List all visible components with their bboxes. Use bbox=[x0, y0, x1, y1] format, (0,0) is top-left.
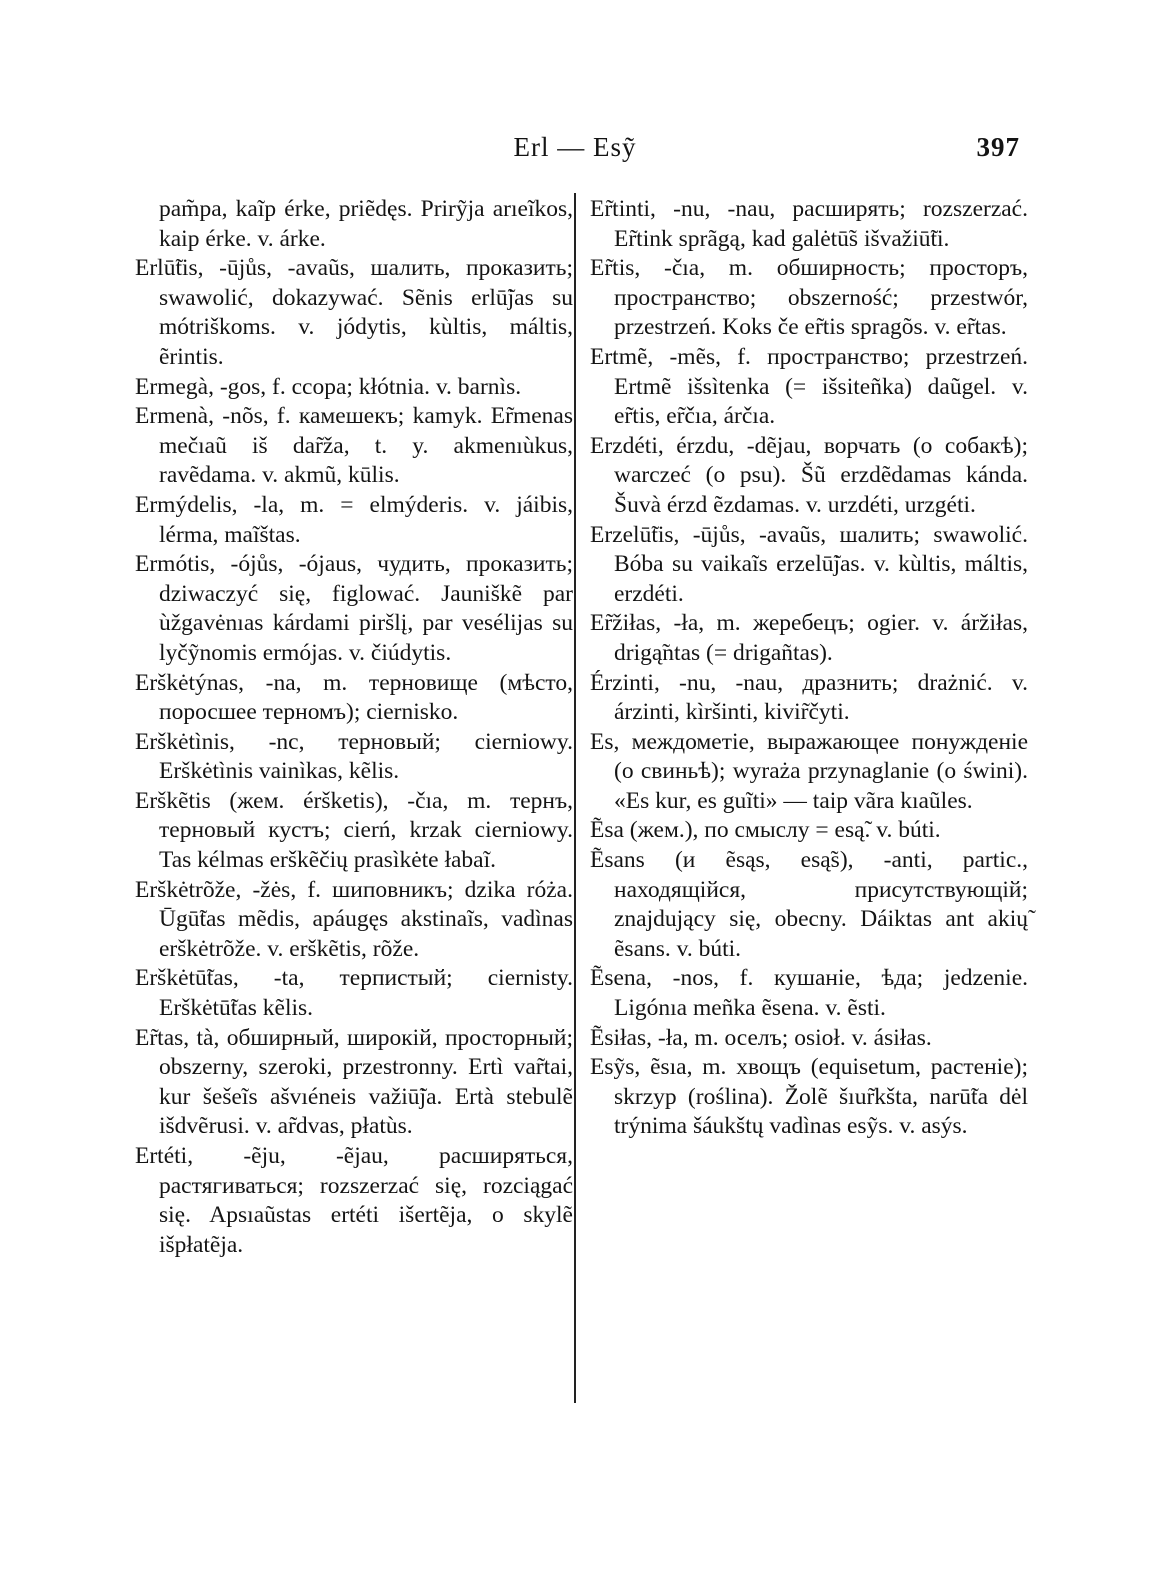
entry: Ẽsiłas, -ła, m. оселъ; osioł. v. ásiłas. bbox=[590, 1024, 932, 1051]
entry: Erzdéti, érzdu, -dẽjau, ворчать (о собакѣ); warczeć (o psu). Šũ erzdẽdamas kánda. Šuvà érzd ẽzdamas. v. urzdéti, urzgéti. bbox=[590, 432, 1028, 518]
entry: Er̃žiłas, -ła, m. жеребецъ; ogier. v. áržiłas, drigą̃ntas (= drigañtas). bbox=[590, 610, 1028, 666]
entry: Es, междометіе, выражающее понужденіе (о свиньѣ); wyraża przynaglanie (o świni). «Es kur, es guĩti» — taip vãra kıaũles. bbox=[590, 728, 1028, 814]
entry: Érzinti, -nu, -nau, дразнить; drażnić. v. árzinti, kìršinti, kivir̃čyti. bbox=[590, 669, 1028, 726]
entry: Ermýdelis, -la, m. = elmýderis. v. jáibis, lérma, maĩštas. bbox=[135, 491, 573, 548]
entry: Ẽsa (жем.), по смыслу = esą̃. v. búti. bbox=[590, 817, 941, 844]
entry: Ermenà, -nõs, f. камешекъ; kamyk. Er̃menas mečıaũ iš dar̃ža, t. y. akmenıùkus, ravẽdama. v. akmũ, kūlis. bbox=[135, 403, 573, 489]
entry: Erzelū̃tis, -ūjůs, -avaũs, шалить; swawolić. Bóba su vaikaĩs erzelū̃jas. v. kùltis, máltis, erzdéti. bbox=[590, 521, 1028, 607]
running-head bbox=[130, 132, 1020, 172]
running-title: Erl — Esỹ bbox=[513, 132, 637, 162]
entry: Ertmẽ, -mẽs, f. пространство; przestrzeń. Ertmẽ išsìtenka (= išsiteñka) daũgel. v. er̃tis, er̃čıa, árčıa. bbox=[590, 343, 1028, 430]
entry: Er̃tas, tà, обширный, широкій, просторный; obszerny, szeroki, przestronny. Ertì var̃tai, kur šešeĩs ašvıéneis važiū̃ja. Ertà stebulẽ išdvẽrusi. v. ar̃dvas, płatùs. bbox=[135, 1024, 573, 1140]
entry: Erškėtrõže, -žės, f. шиповникъ; dzika róża. Ūgū̃tas mẽdis, apáugęs akstinaĩs, vadìnas erškėtrõže. v. erškẽtis, rõže. bbox=[135, 876, 573, 962]
entry: Ermótis, -ójůs, -ójaus, чудить, проказить; dziwaczyć się, figlować. Jauniškẽ par ùžgavėnıas kárdami piršlį, par vesélijas su lyčỹnomis ermójas. v. čiúdytis. bbox=[135, 551, 573, 666]
entry: Ertéti, -ẽju, -ẽjau, расширяться, растягиваться; rozszerzać się, rozciągać się. Apsıaũstas ertéti išertẽja, o skylẽ išpłatẽja. bbox=[135, 1143, 573, 1258]
entry: Er̃tinti, -nu, -nau, расширять; rozszerzać. Er̃tink sprãgą, kad galėtū̃s išvažiū̃ti. bbox=[590, 196, 1028, 252]
right-column bbox=[590, 195, 1028, 1142]
column-divider bbox=[574, 193, 576, 1403]
entry: Erškėtū̃tas, -ta, терпистый; ciernisty. Erškėtū̃tas kẽlis. bbox=[135, 965, 573, 1022]
entry: Erškėtìnis, -nc, терновый; cierniowy. Erškėtìnis vainìkas, kẽlis. bbox=[135, 728, 573, 785]
entry: Ẽsans (и ẽsąs, esą̃s), -anti, partic., находящійся, присутствующій; znajdujący się, obecny. Dáiktas ant akių̃ ẽsans. v. búti. bbox=[590, 847, 1028, 962]
entry: Er̃tis, -čıa, m. обширность; просторъ, пространство; obszerność; przestwór, przestrzeń. Koks če er̃tis spragõs. v. er̃tas. bbox=[590, 255, 1028, 341]
page-number: 397 bbox=[976, 132, 1020, 162]
entry: Erškẽtis (жем. éršketis), -čıa, m. тернъ, терновый кустъ; cierń, krzak cierniowy. Tas kélmas erškẽčių prasìkėte łabaĩ. bbox=[135, 787, 573, 874]
entry: Ermegà, -gos, f. ccopa; kłótnia. v. barnìs. bbox=[135, 373, 522, 400]
left-column bbox=[135, 195, 573, 1260]
entry: Esỹs, ẽsıa, m. хвощъ (equisetum, растеніе); skrzyp (roślina). Žolẽ šıur̃kšta, narū̃ta dėl trýnima šáukštų vadìnas esỹs. v. asýs. bbox=[590, 1054, 1028, 1140]
entry: Erlū̃tis, -ūjůs, -avaũs, шалить, проказить; swawolić, dokazywać. Sẽnis erlū̃jas su mótriškoms. v. jódytis, kùltis, máltis, ẽrintis. bbox=[135, 255, 573, 370]
entry: pam̃pa, kaĩp érke, priẽdęs. Prirỹja arıeĩkos, kaip érke. v. árke. bbox=[159, 196, 573, 252]
entry: Erškėtýnas, -na, m. терновище (мѣсто, поросшее терномъ); ciernisko. bbox=[135, 669, 573, 726]
entry: Ẽsena, -nos, f. кушаніе, ѣда; jedzenie. Ligónıa meñka ẽsena. v. ẽsti. bbox=[590, 965, 1028, 1022]
